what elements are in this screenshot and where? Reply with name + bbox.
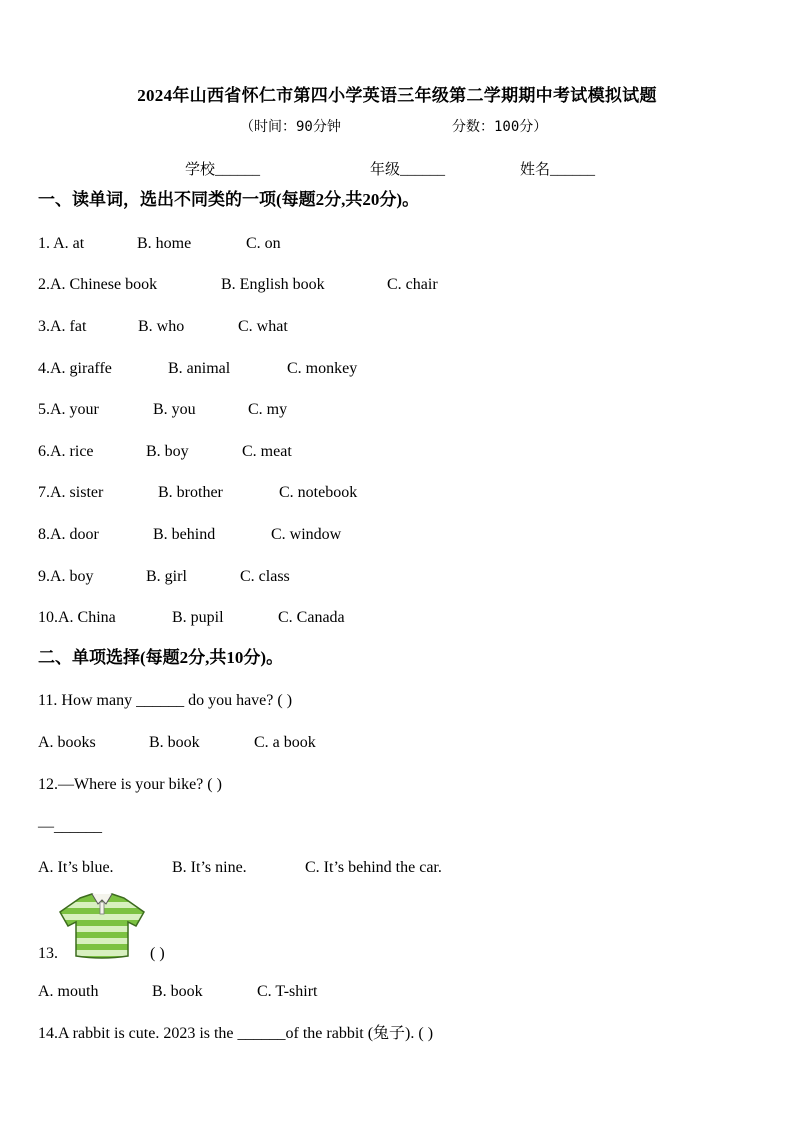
q13-option-b: B. book xyxy=(152,983,203,1000)
q4-option-a: 4.A. giraffe xyxy=(38,360,112,377)
exam-time: （时间：90分钟 xyxy=(240,119,341,135)
question-12-stem: 12.—Where is your bike? ( ) xyxy=(38,776,222,793)
tshirt-icon xyxy=(58,892,146,960)
question-11-stem: 11. How many ______ do you have? ( ) xyxy=(38,692,293,709)
exam-score: 分数：100分） xyxy=(452,119,548,135)
q12-option-a: A. It’s blue. xyxy=(38,859,114,876)
q9-option-c: C. class xyxy=(240,568,290,585)
q1-option-a: 1. A. at xyxy=(38,235,85,252)
school-field[interactable]: 学校______ xyxy=(185,162,261,178)
q1-option-c: C. on xyxy=(246,235,281,252)
q11-option-a: A. books xyxy=(38,734,96,751)
q13-option-a: A. mouth xyxy=(38,983,99,1000)
section-2-heading: 二、单项选择(每题2分,共10分)。 xyxy=(38,648,284,667)
q5-option-c: C. my xyxy=(248,401,288,418)
q7-option-b: B. brother xyxy=(158,484,223,501)
q12-option-c: C. It’s behind the car. xyxy=(305,859,442,876)
q2-option-c: C. chair xyxy=(387,276,438,293)
q6-option-a: 6.A. rice xyxy=(38,443,94,460)
q8-option-c: C. window xyxy=(271,526,342,543)
q4-option-c: C. monkey xyxy=(287,360,358,377)
question-13-number: 13. xyxy=(38,945,58,962)
q1-option-b: B. home xyxy=(137,235,192,252)
q10-option-a: 10.A. China xyxy=(38,609,116,626)
q9-option-b: B. girl xyxy=(146,568,187,585)
q2-option-b: B. English book xyxy=(221,276,325,293)
q10-option-c: C. Canada xyxy=(278,609,345,626)
q2-option-a: 2.A. Chinese book xyxy=(38,276,158,293)
grade-field[interactable]: 年级______ xyxy=(370,162,446,178)
q7-option-c: C. notebook xyxy=(279,484,358,501)
page-title: 2024年山西省怀仁市第四小学英语三年级第二学期期中考试模拟试题 xyxy=(137,86,657,105)
question-12-answer-line: —______ xyxy=(38,818,102,835)
q5-option-b: B. you xyxy=(153,401,196,418)
question-14-stem: 14.A rabbit is cute. 2023 is the ______of the rabbit (兔子). ( ) xyxy=(38,1025,434,1042)
q11-option-b: B. book xyxy=(149,734,200,751)
q8-option-a: 8.A. door xyxy=(38,526,99,543)
q6-option-c: C. meat xyxy=(242,443,292,460)
q5-option-a: 5.A. your xyxy=(38,401,99,418)
q3-option-a: 3.A. fat xyxy=(38,318,87,335)
question-13-answer-paren: ( ) xyxy=(150,945,165,962)
q8-option-b: B. behind xyxy=(153,526,216,543)
q10-option-b: B. pupil xyxy=(172,609,224,626)
q13-option-c: C. T-shirt xyxy=(257,983,318,1000)
q3-option-b: B. who xyxy=(138,318,185,335)
name-field[interactable]: 姓名______ xyxy=(520,162,596,178)
q12-option-b: B. It’s nine. xyxy=(172,859,247,876)
q7-option-a: 7.A. sister xyxy=(38,484,104,501)
section-1-heading: 一、读单词，选出不同类的一项(每题2分,共20分)。 xyxy=(38,190,420,209)
q9-option-a: 9.A. boy xyxy=(38,568,94,585)
q6-option-b: B. boy xyxy=(146,443,189,460)
q4-option-b: B. animal xyxy=(168,360,231,377)
q3-option-c: C. what xyxy=(238,318,288,335)
q11-option-c: C. a book xyxy=(254,734,316,751)
